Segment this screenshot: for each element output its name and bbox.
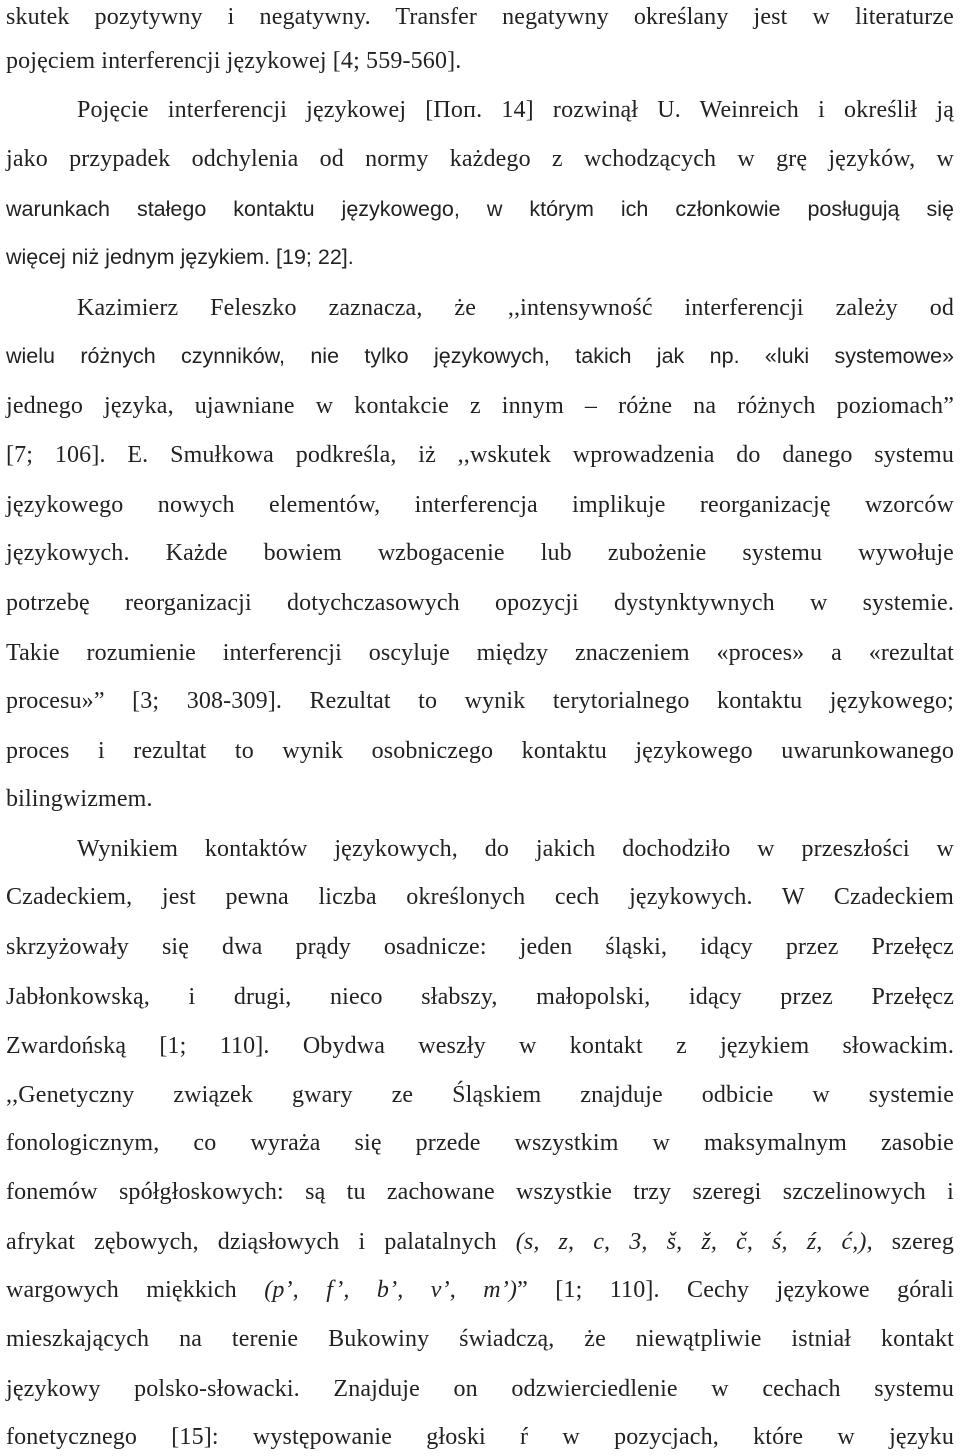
phoneme-list-italic: (p’, f’, b’, v’, m’)	[264, 1277, 518, 1303]
text-line: językowy polsko-słowacki. Znajduje on odzwierciedlenie w cechach systemu	[6, 1376, 954, 1402]
line-text: wargowych miękkich	[6, 1277, 237, 1303]
line-text-end: ” [1; 110]. Cechy językowe górali	[517, 1277, 954, 1303]
line-text-end: szereg	[891, 1229, 954, 1255]
paragraph-first-line: Wynikiem kontaktów językowych, do jakich dochodziło w przeszłości w	[77, 836, 954, 862]
text-line: jednego języka, ujawniane w kontakcie z innym – różne na różnych poziomach”	[6, 393, 954, 419]
text-line: Zwardońską [1; 110]. Obydwa weszły w kontakt z językiem słowackim.	[6, 1033, 954, 1059]
text-line: warunkach stałego kontaktu językowego, w którym ich członkowie posługują się	[6, 197, 954, 221]
text-line: Czadeckiem, jest pewna liczba określonych cech językowych. W Czadeckiem	[6, 884, 954, 910]
phoneme-list-italic: (s, z, c, 3, š, ž, č, ś, ź, ć,),	[515, 1229, 873, 1255]
line-text: afrykat zębowych, dziąsłowych i palatalnych	[6, 1229, 497, 1255]
paragraph-first-line: Pojęcie interferencji językowej [Поп. 14] rozwinął U. Weinreich i określił ją	[77, 97, 954, 123]
text-line: fonetycznego [15]: występowanie głoski ŕ w pozycjach, które w języku	[6, 1424, 954, 1450]
text-line	[6, 1273, 954, 1307]
text-line: proces i rezultat to wynik osobniczego kontaktu językowego uwarunkowanego	[6, 738, 954, 764]
text-line: procesu»” [3; 308-309]. Rezultat to wynik terytorialnego kontaktu językowego;	[6, 688, 954, 714]
paragraph-first-line: Kazimierz Feleszko zaznacza, że ,,intensywność interferencji zależy od	[77, 295, 954, 321]
text-line: skrzyżowały się dwa prądy osadnicze: jeden śląski, idący przez Przełęcz	[6, 934, 954, 960]
text-line: językowego nowych elementów, interferencja implikuje reorganizację wzorców	[6, 492, 954, 518]
text-line: skutek pozytywny i negatywny. Transfer negatywny określany jest w literaturze	[6, 4, 954, 30]
text-line: pojęciem interferencji językowej [4; 559-560].	[6, 48, 462, 74]
text-line: językowych. Każde bowiem wzbogacenie lub zubożenie systemu wywołuje	[6, 540, 954, 566]
text-line	[6, 1225, 954, 1259]
text-line: bilingwizmem.	[6, 786, 153, 812]
text-line: mieszkających na terenie Bukowiny świadczą, że niewątpliwie istniał kontakt	[6, 1326, 954, 1352]
text-line: jako przypadek odchylenia od normy każdego z wchodzących w grę języków, w	[6, 146, 954, 172]
text-line: fonemów spółgłoskowych: są tu zachowane wszystkie trzy szeregi szczelinowych i	[6, 1179, 954, 1205]
text-line: ,,Genetyczny związek gwary ze Śląskiem znajduje odbicie w systemie	[6, 1082, 954, 1108]
text-line: potrzebę reorganizacji dotychczasowych opozycji dystynktywnych w systemie.	[6, 590, 954, 616]
text-line: wielu różnych czynników, nie tylko językowych, takich jak np. «luki systemowe»	[6, 344, 954, 368]
text-line: Jabłonkowską, i drugi, nieco słabszy, małopolski, idący przez Przełęcz	[6, 984, 954, 1010]
text-line: Takie rozumienie interferencji oscyluje między znaczeniem «proces» a «rezultat	[6, 640, 954, 666]
text-line: [7; 106]. E. Smułkowa podkreśla, iż ,,wskutek wprowadzenia do danego systemu	[6, 442, 954, 468]
text-line: więcej niż jednym językiem. [19; 22].	[6, 245, 354, 269]
text-line: fonologicznym, co wyraża się przede wszystkim w maksymalnym zasobie	[6, 1130, 954, 1156]
